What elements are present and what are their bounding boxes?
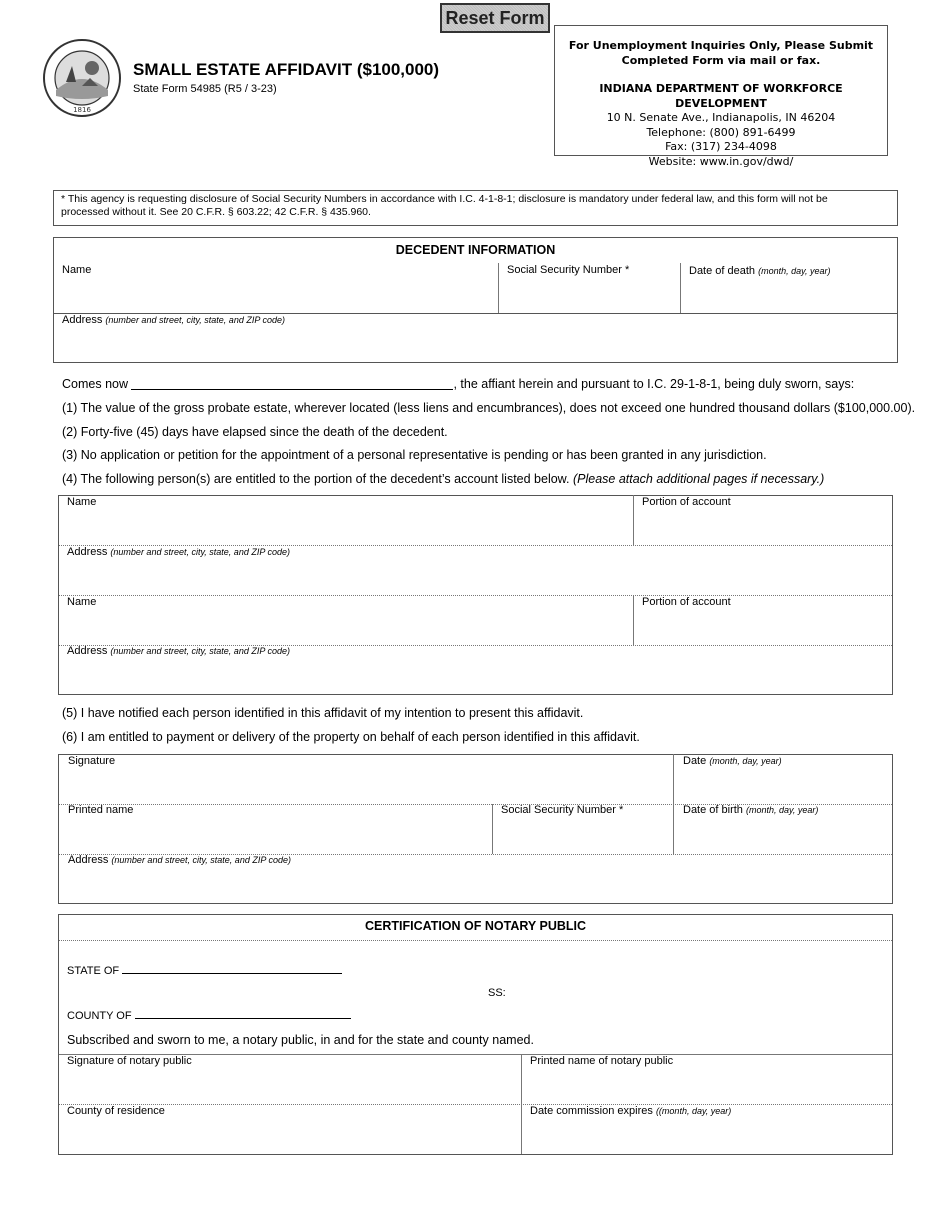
statement-3: (3) No application or petition for the appointment of a personal representative is pending or has been granted in any jurisdiction. xyxy=(62,448,767,462)
notary-signature-label: Signature of notary public xyxy=(67,1055,192,1067)
entitled-1-name-label: Name xyxy=(67,496,97,508)
reset-form-button[interactable]: Reset Form xyxy=(440,3,550,33)
dwd-telephone: Telephone: (800) 891-6499 xyxy=(646,125,796,139)
county-of-input[interactable] xyxy=(135,1009,351,1019)
state-of-label: STATE OF xyxy=(67,965,120,977)
entitled-2-name-field[interactable] xyxy=(59,596,633,645)
comes-now-text: Comes now xyxy=(62,377,128,391)
comes-now-line xyxy=(62,377,854,391)
signature-date-label: Date (month, day, year) xyxy=(683,755,782,767)
printed-name-label: Printed name xyxy=(68,804,134,816)
affiant-dob-label: Date of birth (month, day, year) xyxy=(683,804,819,816)
form-title: SMALL ESTATE AFFIDAVIT ($100,000) xyxy=(133,60,440,79)
entitled-2-address-label: Address (number and street, city, state, and ZIP code) xyxy=(67,645,291,657)
state-of-line xyxy=(67,964,342,977)
ssn-notice-line2: processed without it. See 20 C.F.R. § 603.22; 42 C.F.R. § 435.960. xyxy=(61,205,371,218)
decedent-ssn-label: Social Security Number * xyxy=(507,264,630,276)
entitled-2-name-label: Name xyxy=(67,596,97,608)
decedent-dod-label: Date of death (month, day, year) xyxy=(689,265,831,277)
ssn-notice-line1: * This agency is requesting disclosure of Social Security Numbers in accordance with I.C. 4-1-8-1; disclosure is mandatory under federal law, and this form will not be xyxy=(61,193,828,205)
entitled-1-address-label: Address (number and street, city, state, and ZIP code) xyxy=(67,546,291,558)
county-of-label: COUNTY OF xyxy=(67,1010,132,1022)
affiant-ssn-label: Social Security Number * xyxy=(501,804,624,816)
entitled-1-portion-label: Portion of account xyxy=(642,496,731,508)
county-of-line xyxy=(67,1009,351,1022)
statement-5: (5) I have notified each person identified in this affidavit of my intention to present this affidavit. xyxy=(62,706,584,720)
state-of-input[interactable] xyxy=(122,964,342,974)
signature-label: Signature xyxy=(68,755,116,767)
notary-printed-name-label: Printed name of notary public xyxy=(530,1055,674,1067)
commission-expires-label: Date commission expires ((month, day, year) xyxy=(530,1105,732,1117)
county-of-residence-label: County of residence xyxy=(67,1105,165,1117)
form-number: State Form 54985 (R5 / 3-23) xyxy=(133,83,277,95)
ss-label: SS: xyxy=(488,987,506,999)
dwd-address: 10 N. Senate Ave., Indianapolis, IN 46204 xyxy=(606,111,836,124)
dwd-line2: Completed Form via mail or fax. xyxy=(621,53,821,67)
statement-4: (4) The following person(s) are entitled to the portion of the decedent’s account listed below. (Please attach additional pages if necessary.) xyxy=(62,472,825,486)
statement-4-note: (Please attach additional pages if necessary.) xyxy=(572,472,825,486)
svg-text:1816: 1816 xyxy=(73,106,91,114)
dwd-website: Website: www.in.gov/dwd/ xyxy=(648,154,794,168)
dwd-line1: For Unemployment Inquiries Only, Please Submit xyxy=(568,39,874,52)
dwd-fax: Fax: (317) 234-4098 xyxy=(665,140,777,153)
affiant-name-input[interactable] xyxy=(131,377,453,390)
decedent-heading: DECEDENT INFORMATION xyxy=(395,243,556,257)
decedent-name-field[interactable] xyxy=(54,263,499,313)
entitled-2-portion-label: Portion of account xyxy=(642,596,731,608)
dwd-info-box xyxy=(554,25,888,168)
affiant-text: , the affiant herein and pursuant to I.C. 29-1-8-1, being duly sworn, says: xyxy=(453,377,855,391)
indiana-state-seal-icon xyxy=(42,38,122,118)
decedent-address-label: Address (number and street, city, state, and ZIP code) xyxy=(62,314,286,326)
statement-1: (1) The value of the gross probate estate, wherever located (less liens and encumbrances), does not exceed one hundred thousand dollars ($100,000.00). xyxy=(62,401,916,415)
statement-2: (2) Forty-five (45) days have elapsed since the death of the decedent. xyxy=(62,425,448,439)
dwd-agency: INDIANA DEPARTMENT OF WORKFORCE DEVELOPMENT xyxy=(599,82,843,110)
signature-field[interactable] xyxy=(59,755,673,804)
ssn-notice-box xyxy=(53,190,898,226)
statement-6: (6) I am entitled to payment or delivery of the property on behalf of each person identified in this affidavit. xyxy=(62,730,640,744)
notary-heading: CERTIFICATION OF NOTARY PUBLIC xyxy=(364,919,587,933)
entitled-1-name-field[interactable] xyxy=(59,496,633,545)
subscribed-text: Subscribed and sworn to me, a notary public, in and for the state and county named. xyxy=(67,1033,534,1047)
decedent-name-label: Name xyxy=(62,264,92,276)
affiant-address-label: Address (number and street, city, state, and ZIP code) xyxy=(68,854,292,866)
